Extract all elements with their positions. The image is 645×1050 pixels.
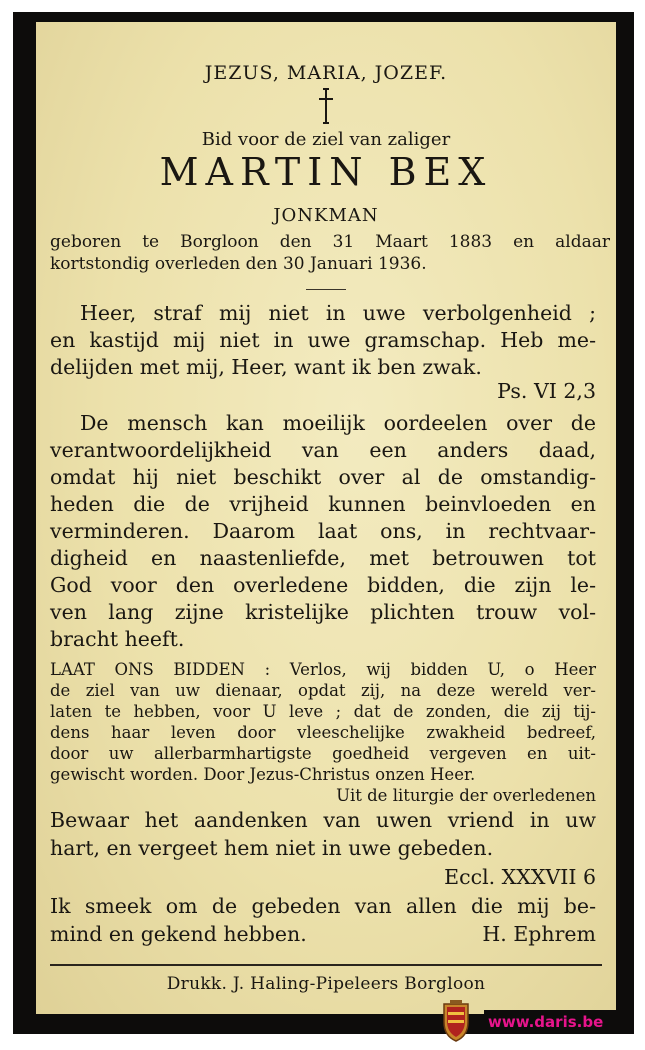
death-line: kortstondig overleden den 30 Januari 1936. bbox=[50, 254, 427, 274]
eccl-line: Bewaar het aandenken van uwen vriend in uw bbox=[50, 808, 596, 832]
psalm-reference: Ps. VI 2,3 bbox=[497, 379, 596, 403]
footer-rule bbox=[50, 964, 602, 966]
reflection-line: verantwoordelijkheid van een anders daad, bbox=[50, 438, 596, 462]
ephrem-reference: H. Ephrem bbox=[482, 922, 596, 946]
marital-status: JONKMAN bbox=[273, 205, 379, 226]
birth-line: geboren te Borgloon den 31 Maart 1883 en aldaar bbox=[50, 232, 610, 252]
reflection-line: De mensch kan moeilijk oordeelen over de bbox=[80, 411, 596, 435]
crest-logo-icon bbox=[441, 1000, 471, 1042]
memorial-card bbox=[36, 22, 616, 1014]
reflection-line: omdat hij niet beschikt over al de omstandig- bbox=[50, 465, 596, 489]
psalm-line: delijden met mij, Heer, want ik ben zwak. bbox=[50, 355, 482, 379]
prayer-source: Uit de liturgie der overledenen bbox=[336, 786, 596, 805]
prayer-line: gewischt worden. Door Jezus-Christus onzen Heer. bbox=[50, 765, 476, 784]
prayer-line: LAAT ONS BIDDEN : Verlos, wij bidden U, o Heer bbox=[50, 660, 596, 679]
watermark[interactable]: www.daris.be bbox=[484, 1010, 632, 1034]
ephrem-line: mind en gekend hebben. bbox=[50, 922, 307, 946]
reflection-line: bracht heeft. bbox=[50, 627, 185, 651]
prayer-line: de ziel van uw dienaar, opdat zij, na deze wereld ver- bbox=[50, 681, 596, 700]
reflection-line: verminderen. Daarom laat ons, in rechtvaar- bbox=[50, 519, 596, 543]
eccl-line: hart, en vergeet hem niet in uwe gebeden. bbox=[50, 836, 494, 860]
prayer-line: door uw allerbarmhartigste goedheid vergeven en uit- bbox=[50, 744, 596, 763]
printer-imprint: Drukk. J. Haling-Pipeleers Borgloon bbox=[166, 974, 486, 994]
prayer-line: laten te hebben, voor U leve ; dat de zonden, die zij tij- bbox=[50, 702, 596, 721]
reflection-line: heden die de vrijheid kunnen beinvloeden en bbox=[50, 492, 596, 516]
eccl-reference: Eccl. XXXVII 6 bbox=[444, 865, 596, 889]
reflection-line: ven lang zijne kristelijke plichten trouw vol- bbox=[50, 600, 596, 624]
deceased-name: MARTIN BEX bbox=[159, 150, 493, 194]
cross-icon bbox=[316, 88, 336, 124]
psalm-line: en kastijd mij niet in uwe gramschap. Heb me- bbox=[50, 328, 596, 352]
separator bbox=[306, 289, 346, 290]
prayer-line: dens haar leven door vleeschelijke zwakheid bedreef, bbox=[50, 723, 596, 742]
reflection-line: God voor den overledene bidden, die zijn le- bbox=[50, 573, 596, 597]
prayer-intro: Bid voor de ziel van zaliger bbox=[201, 129, 451, 150]
ephrem-line: Ik smeek om de gebeden van allen die mij be- bbox=[50, 894, 596, 918]
reflection-line: digheid en naastenliefde, met betrouwen tot bbox=[50, 546, 596, 570]
invocation: JEZUS, MARIA, JOZEF. bbox=[204, 62, 448, 84]
psalm-line: Heer, straf mij niet in uwe verbolgenheid ; bbox=[80, 301, 596, 325]
